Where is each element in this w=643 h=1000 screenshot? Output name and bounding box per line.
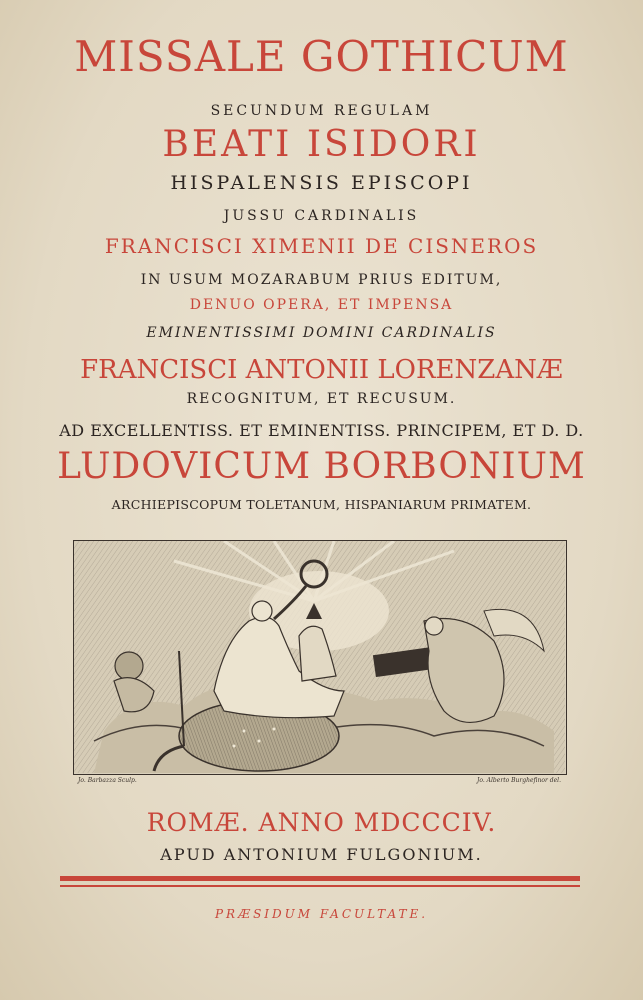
red-rule-thin <box>60 885 580 887</box>
line-borbonium: LUDOVICUM BORBONIUM <box>57 446 586 487</box>
line-denuo: DENUO OPERA, ET IMPENSA <box>189 297 454 313</box>
allegorical-engraving <box>73 540 567 775</box>
engraver-credit: Jo. Barbazza Sculp. <box>78 777 137 784</box>
line-ximenii: FRANCISCI XIMENII DE CISNEROS <box>104 234 539 258</box>
line-jussu: JUSSU CARDINALIS <box>223 208 420 224</box>
subtitle-regulam: SECUNDUM REGULAM <box>210 103 433 119</box>
imprint-place-year: ROMÆ. ANNO MDCCCIV. <box>146 808 497 837</box>
imprint-printer: APUD ANTONIUM FULGONIUM. <box>160 845 483 864</box>
red-rule-thick <box>60 876 580 881</box>
line-dedication: AD EXCELLENTISS. ET EMINENTISS. PRINCIPEM, ET D. D. <box>59 421 584 440</box>
title-isidori: BEATI ISIDORI <box>162 124 481 165</box>
line-archiepiscopum: ARCHIEPISCOPUM TOLETANUM, HISPANIARUM PRIMATEM. <box>111 497 532 512</box>
engraving-illustration <box>74 541 565 773</box>
line-hispalensis: HISPALENSIS EPISCOPI <box>170 172 473 194</box>
line-recognitum: RECOGNITUM, ET RECUSUM. <box>186 391 457 407</box>
main-title: MISSALE GOTHICUM <box>74 32 569 81</box>
line-lorenzanae: FRANCISCI ANTONII LORENZANÆ <box>80 355 563 385</box>
line-usum: IN USUM MOZARABUM PRIUS EDITUM, <box>140 272 503 288</box>
designer-credit: Jo. Alberto Burghefinor del. <box>476 777 561 784</box>
imprint-permission: PRÆSIDUM FACULTATE. <box>214 907 429 921</box>
line-eminentissimi: EMINENTISSIMI DOMINI CARDINALIS <box>146 325 497 341</box>
